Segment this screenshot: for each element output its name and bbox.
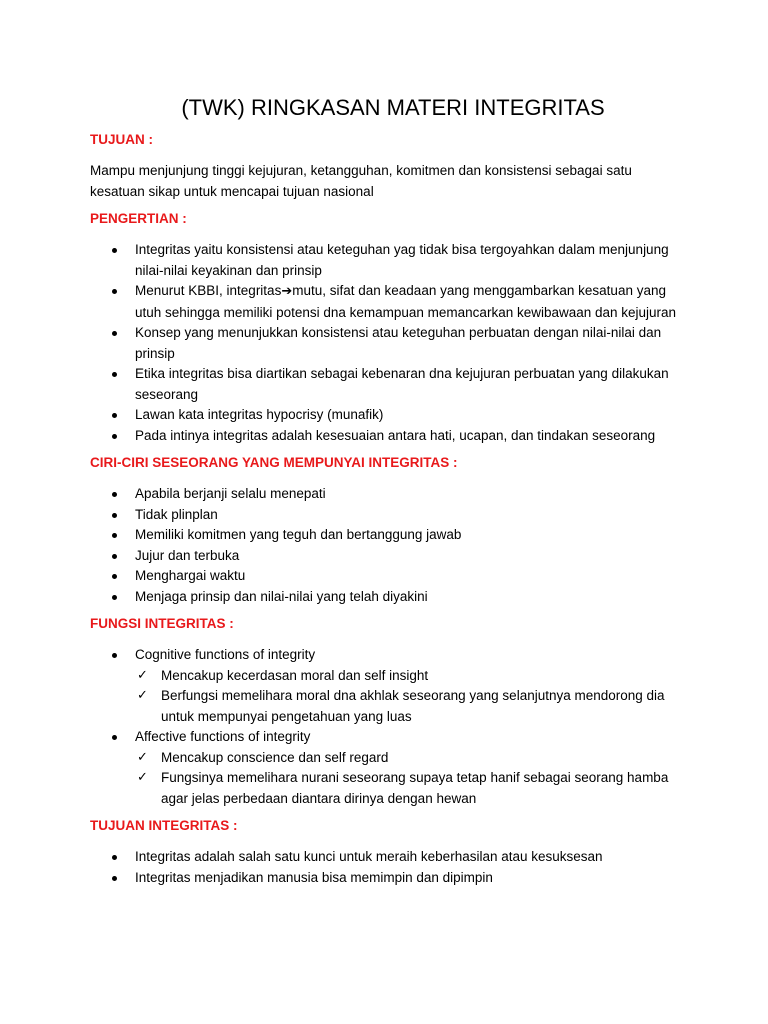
sublist-item [135, 768, 688, 809]
list-item-text: Affective functions of integrity [135, 729, 311, 744]
list-item [90, 484, 688, 505]
checkmark-icon: ✓ [137, 667, 148, 683]
list-item [90, 323, 688, 364]
section-heading-fungsi: FUNGSI INTEGRITAS : [90, 616, 234, 631]
bullet-icon [112, 513, 117, 518]
list-item-text: Memiliki komitmen yang teguh dan bertanggung jawab [135, 527, 462, 542]
bullet-icon [112, 372, 117, 377]
section-heading-tujuan-integritas: TUJUAN INTEGRITAS : [90, 818, 238, 833]
section-heading-ciri-ciri: CIRI-CIRI SESEORANG YANG MEMPUNYAI INTEGRITAS : [90, 455, 458, 470]
list-item [90, 405, 688, 426]
sublist-item-text: Mencakup kecerdasan moral dan self insight [161, 667, 429, 683]
sublist-item [135, 666, 688, 687]
list-item-text: Menurut KBBI, integritas [135, 283, 282, 298]
bullet-icon [112, 595, 117, 600]
list-item [90, 525, 688, 546]
bullet-icon [112, 331, 117, 336]
list-item-text: Pada intinya integritas adalah kesesuaian antara hati, ucapan, dan tindakan seseorang [135, 427, 656, 443]
document-title: (TWK) RINGKASAN MATERI INTEGRITAS [181, 95, 605, 120]
checkmark-icon: ✓ [137, 749, 148, 765]
bullet-icon [112, 289, 117, 294]
right-arrow-icon: ➔ [281, 284, 293, 299]
list-item-text: Lawan kata integritas hypocrisy (munafik) [135, 407, 384, 422]
bullet-icon [112, 492, 117, 497]
bullet-icon [112, 533, 117, 538]
bullet-icon [112, 574, 117, 579]
sublist-item-text: Fungsinya memelihara nurani seseorang supaya tetap hanif sebagai seorang hamba agar jelas perbedaan diantara dirinya dengan hewan [161, 770, 669, 806]
list-item [90, 868, 688, 889]
list-item-text: Cognitive functions of integrity [135, 647, 316, 662]
list-item-text: Etika integritas bisa diartikan sebagai kebenaran dna kejujuran perbuatan yang dilakukan seseorang [135, 366, 669, 402]
sublist-item [135, 686, 688, 727]
list-item-text: Menjaga prinsip dan nilai-nilai yang telah diyakini [135, 588, 428, 604]
fungsi-sublist [135, 666, 688, 728]
tujuan-integritas-list [90, 847, 688, 888]
bullet-icon [112, 413, 117, 418]
list-item [90, 847, 688, 868]
ciri-list [90, 484, 688, 607]
list-item-text: Tidak plinplan [135, 506, 218, 522]
bullet-icon [112, 876, 117, 881]
list-item [90, 566, 688, 587]
checkmark-icon: ✓ [137, 688, 148, 703]
list-item-text: Integritas adalah salah satu kunci untuk meraih keberhasilan atau kesuksesan [135, 849, 603, 864]
sublist-item-text: Mencakup conscience dan self regard [161, 749, 389, 765]
list-item [90, 505, 688, 526]
list-item-text: Integritas menjadikan manusia bisa memimpin dan dipimpin [135, 869, 493, 885]
list-item-text: mutu, sifat dan keadaan yang menggambarkan kesatuan yang utuh sehingga memiliki potensi dna kemampuan memancarkan kewibawaan dan kejujuran [135, 283, 677, 320]
tujuan-paragraph: Mampu menjunjung tinggi kejujuran, ketangguhan, komitmen dan konsistensi sebagai satu kesatuan sikap untuk mencapai tujuan nasional [90, 163, 632, 199]
list-item [90, 426, 688, 447]
list-item-text: Integritas yaitu konsistensi atau keteguhan yag tidak bisa tergoyahkan dalam menjunjung nilai-nilai keyakinan dan prinsip [135, 242, 669, 278]
list-item [90, 727, 688, 809]
checkmark-icon: ✓ [137, 770, 148, 785]
list-item-text: Apabila berjanji selalu menepati [135, 486, 326, 501]
bullet-icon [112, 248, 117, 253]
section-heading-tujuan: TUJUAN : [90, 132, 153, 147]
list-item [90, 240, 688, 281]
sublist-item [135, 748, 688, 769]
list-item-text: Konsep yang menunjukkan konsistensi atau keteguhan perbuatan dengan nilai-nilai dan prinsip [135, 325, 662, 361]
bullet-icon [112, 653, 117, 658]
sublist-item-text: Berfungsi memelihara moral dna akhlak seseorang yang selanjutnya mendorong dia untuk mempunyai pengetahuan yang luas [161, 688, 665, 724]
list-item-text: Jujur dan terbuka [135, 547, 240, 563]
list-item-text: Menghargai waktu [135, 568, 246, 583]
list-item [90, 587, 688, 608]
section-heading-pengertian: PENGERTIAN : [90, 211, 187, 226]
list-item [90, 645, 688, 727]
list-item [90, 281, 688, 323]
bullet-icon [112, 735, 117, 740]
pengertian-list [90, 240, 688, 446]
bullet-icon [112, 554, 117, 559]
bullet-icon [112, 855, 117, 860]
fungsi-sublist [135, 748, 688, 810]
fungsi-list [90, 645, 688, 809]
bullet-icon [112, 434, 117, 439]
list-item [90, 364, 688, 405]
list-item [90, 546, 688, 567]
